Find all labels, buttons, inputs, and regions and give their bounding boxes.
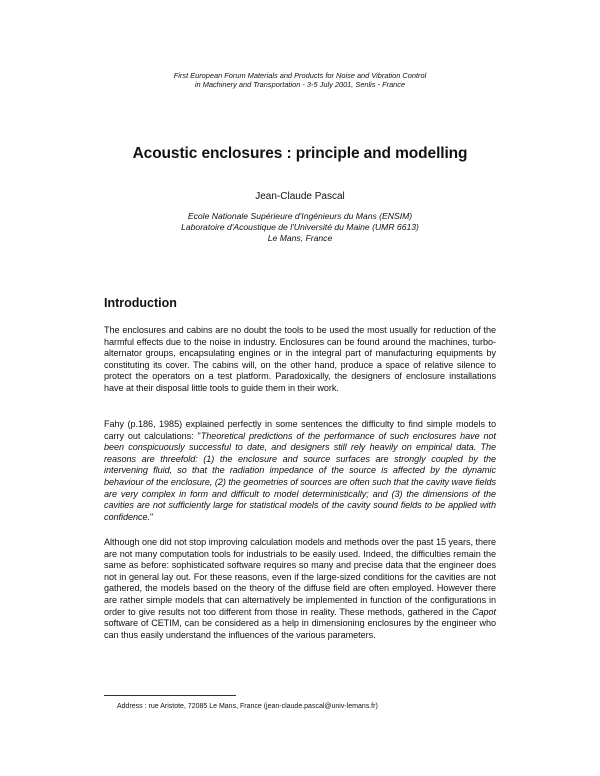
paragraph-3-after: software of CETIM, can be considered as a help in dimensioning enclosures by the engineer who can thus easily understand the influences of the various parameters. bbox=[104, 618, 496, 640]
paragraph-1: The enclosures and cabins are no doubt the tools to be used the most usually for reduction of the harmful effects due to the noise in industry. Enclosures can be found around the machines, turbo-alternator groups, encapsulating engines or in the integral part of manufacturing equipments by constituting its cover. The cabins will, on the other hand, produce a space of relative silence to protect the operators on a test platform. Paradoxically, the designers of enclosure installations have at their disposal little tools to guide them in their work. bbox=[104, 325, 496, 393]
affiliation-line-2: Laboratoire d'Acoustique de l'Université du Maine (UMR 6613) bbox=[181, 222, 419, 233]
paper-title: Acoustic enclosures : principle and modelling bbox=[132, 145, 468, 162]
affiliation-line-1: Ecole Nationale Supérieure d'Ingénieurs du Mans (ENSIM) bbox=[187, 211, 413, 221]
paragraph-3 bbox=[104, 537, 496, 641]
fahy-quote: Theoretical predictions of the performance of such enclosures have not been conspicuously successful to date, and designers still rely heavily on empirical data. The reasons are threefold: (1) the enclosure and source surfaces are strongly coupled by the intervening fluid, so that the radiation impedance of the source is affected by the dynamic behaviour of the enclosure, (2) the geometries of sources are often such that the cavity wave fields are very complex in form and difficult to model deterministically; and (3) the dimensions of the cavities are not sufficiently large for statistical models of the cavity sound fields to be applied with confidence. bbox=[104, 430, 496, 522]
paragraph-3-before: Although one did not stop improving calculation models and methods over the past 15 years, there are not many computation tools for industrials to be easily used. Indeed, the difficulties remain the same as before: sophisticated software requires so many and precise data that the engineer does not in general lay out. For these reasons, even if the large-sized conditions for the cavities are not gathered, the models based on the theory of the diffuse field are often employed. However there are rather simple models that can alternatively be implemented in function of the configurations in order to give results not too different from those in reality. These methods, gathered in the bbox=[104, 537, 496, 617]
footnote-divider bbox=[104, 695, 236, 696]
software-name: Capot bbox=[471, 606, 496, 617]
footnote-address: Address : rue Aristote, 72085 Le Mans, France (jean-claude.pascal@univ-lemans.fr) bbox=[117, 703, 378, 710]
affiliation-line-3: Le Mans, France bbox=[267, 233, 333, 244]
conference-line-1: First European Forum Materials and Products for Noise and Vibration Control bbox=[173, 71, 427, 80]
affiliation bbox=[0, 211, 600, 245]
section-heading: Introduction bbox=[104, 296, 177, 310]
conference-header bbox=[0, 71, 600, 89]
paragraph-2-outro: " bbox=[149, 511, 154, 522]
paragraph-2-intro: Fahy (p.186, 1985) explained perfectly in some sentences the difficulty to find simple models to carry out calculations: " bbox=[104, 419, 496, 441]
paragraph-2 bbox=[104, 419, 496, 523]
conference-line-2: in Machinery and Transportation - 3-5 July 2001, Senlis - France bbox=[194, 80, 406, 89]
author-name: Jean-Claude Pascal bbox=[255, 191, 345, 202]
